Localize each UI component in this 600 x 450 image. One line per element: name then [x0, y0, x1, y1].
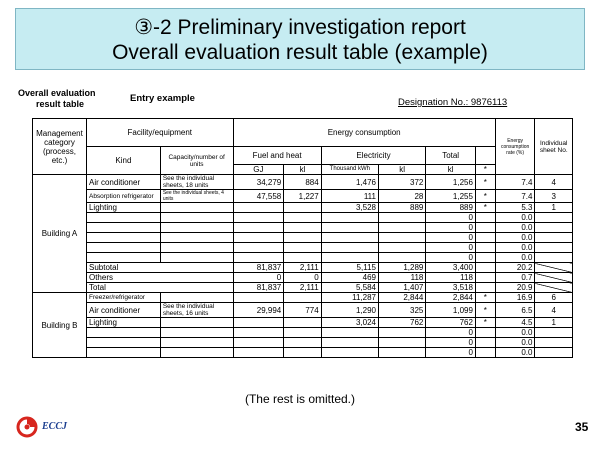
cell-kl-total: 0 [426, 348, 476, 358]
header-kl-elec: kl [378, 165, 425, 175]
cell-kl-total: 2,844 [426, 293, 476, 303]
cell-gj [233, 233, 284, 243]
cell-kl-total: 762 [426, 318, 476, 328]
overall-label-line2: result table [36, 99, 85, 109]
cell-kl-elec [378, 328, 425, 338]
cell-kl-fuel [284, 253, 321, 263]
cell-rate: 0.0 [495, 328, 535, 338]
cell-sheet [535, 328, 573, 338]
cell-kl-total: 889 [426, 203, 476, 213]
table-row [33, 213, 573, 223]
cell-subtotal-label: Subtotal [86, 263, 233, 273]
cell-rate: 0.0 [495, 348, 535, 358]
cell-kl-fuel [284, 213, 321, 223]
cell-kl-fuel [284, 318, 321, 328]
cell-kind: Lighting [86, 203, 160, 213]
cell-sheet: 1 [535, 203, 573, 213]
header-capacity: Capacity/number of units [160, 147, 233, 175]
cell-sheet: 1 [535, 318, 573, 328]
table-row [33, 338, 573, 348]
table-row [33, 233, 573, 243]
cell-kl-total: 0 [426, 328, 476, 338]
cell-kwh [321, 348, 378, 358]
cell-sheet [535, 213, 573, 223]
cell-kind [86, 243, 160, 253]
cell-kl-elec: 2,844 [378, 293, 425, 303]
cell-kind: Freezer/refrigerator [86, 293, 160, 303]
cell-asterisk-empty [475, 273, 495, 283]
cell-kind [86, 233, 160, 243]
cell-kl-elec: 889 [378, 203, 425, 213]
cell-gj: 0 [233, 273, 284, 283]
eccj-logo-text: ECCJ [42, 421, 68, 432]
designation-number: Designation No.: 9876113 [398, 97, 508, 108]
diagonal-strike-cell [535, 273, 573, 283]
cell-rate: 0.7 [495, 273, 535, 283]
table-row [33, 223, 573, 233]
cell-capacity [160, 223, 233, 233]
cell-sheet: 4 [535, 303, 573, 318]
header-kl-total: kl [426, 165, 476, 175]
cell-gj [233, 348, 284, 358]
building-name: Building B [33, 293, 87, 358]
cell-kwh: 3,528 [321, 203, 378, 213]
slide-title-line1: ③-2 Preliminary investigation report [134, 16, 466, 39]
header-asterisk: * [475, 165, 495, 175]
cell-rate: 0.0 [495, 213, 535, 223]
cell-kl-fuel: 884 [284, 175, 321, 190]
header-electricity: Electricity [321, 147, 426, 165]
cell-kl-elec [378, 348, 425, 358]
cell-kl-fuel: 1,227 [284, 190, 321, 203]
cell-capacity [160, 233, 233, 243]
cell-kind [86, 338, 160, 348]
cell-kwh [321, 328, 378, 338]
omitted-note: (The rest is omitted.) [244, 392, 356, 406]
evaluation-table [32, 118, 573, 358]
cell-kwh [321, 213, 378, 223]
table-row [33, 348, 573, 358]
cell-kl-total: 0 [426, 243, 476, 253]
table-row [33, 293, 573, 303]
cell-rate: 16.9 [495, 293, 535, 303]
cell-kwh: 11,287 [321, 293, 378, 303]
cell-kl-total: 1,099 [426, 303, 476, 318]
cell-kwh: 1,290 [321, 303, 378, 318]
diagonal-strike-cell [535, 263, 573, 273]
cell-sheet [535, 348, 573, 358]
cell-asterisk [475, 338, 495, 348]
cell-kl-elec [378, 233, 425, 243]
header-individual-sheet: Individual sheet No. [535, 119, 573, 175]
cell-kl-elec [378, 338, 425, 348]
cell-kl-fuel [284, 233, 321, 243]
cell-kwh [321, 253, 378, 263]
cell-kl-fuel: 0 [284, 273, 321, 283]
cell-rate: 0.0 [495, 223, 535, 233]
cell-kl-total: 0 [426, 233, 476, 243]
cell-kwh [321, 243, 378, 253]
header-thousand-kwh: Thousand kWh [321, 165, 378, 175]
cell-rate: 7.4 [495, 175, 535, 190]
cell-kwh: 469 [321, 273, 378, 283]
header-asterisk-top [475, 147, 495, 165]
table-row-subtotal [33, 263, 573, 273]
cell-kind [86, 253, 160, 263]
cell-asterisk [475, 328, 495, 338]
table-row [33, 203, 573, 213]
cell-total-label: Total [86, 283, 233, 293]
cell-rate: 0.0 [495, 338, 535, 348]
cell-gj: 29,994 [233, 303, 284, 318]
cell-capacity [160, 253, 233, 263]
cell-asterisk [475, 253, 495, 263]
header-kind: Kind [86, 147, 160, 175]
cell-asterisk [475, 213, 495, 223]
cell-sheet: 4 [535, 175, 573, 190]
cell-kl-fuel [284, 338, 321, 348]
cell-asterisk: * [475, 175, 495, 190]
cell-kl-elec: 118 [378, 273, 425, 283]
cell-kind [86, 348, 160, 358]
cell-rate: 6.5 [495, 303, 535, 318]
table-row [33, 328, 573, 338]
header-energy-rate: Energy consumption rate (%) [495, 119, 535, 175]
cell-sheet [535, 338, 573, 348]
cell-sheet [535, 253, 573, 263]
cell-kl-fuel [284, 293, 321, 303]
cell-kl-elec: 325 [378, 303, 425, 318]
cell-kl-total: 0 [426, 338, 476, 348]
cell-capacity: See the individual sheets, 16 units [160, 303, 233, 318]
cell-capacity [160, 293, 233, 303]
eccj-logo-icon [16, 416, 38, 438]
cell-rate: 7.4 [495, 190, 535, 203]
cell-gj [233, 203, 284, 213]
cell-kl-fuel [284, 223, 321, 233]
cell-gj [233, 293, 284, 303]
cell-capacity [160, 243, 233, 253]
cell-sheet [535, 243, 573, 253]
cell-kind [86, 223, 160, 233]
cell-capacity [160, 213, 233, 223]
cell-kl-total: 0 [426, 223, 476, 233]
cell-kwh: 5,115 [321, 263, 378, 273]
cell-gj [233, 318, 284, 328]
cell-rate: 20.9 [495, 283, 535, 293]
diagonal-strike-cell [535, 283, 573, 293]
table-row-total [33, 283, 573, 293]
cell-rate: 5.3 [495, 203, 535, 213]
cell-sheet: 3 [535, 190, 573, 203]
header-energy-consumption: Energy consumption [233, 119, 495, 147]
cell-asterisk: * [475, 190, 495, 203]
cell-kl-elec: 762 [378, 318, 425, 328]
cell-kl-elec [378, 223, 425, 233]
cell-kl-fuel: 774 [284, 303, 321, 318]
cell-gj [233, 213, 284, 223]
cell-kwh [321, 338, 378, 348]
cell-kl-fuel [284, 328, 321, 338]
cell-kwh [321, 233, 378, 243]
cell-kl-total: 0 [426, 213, 476, 223]
cell-kl-fuel [284, 203, 321, 213]
header-total: Total [426, 147, 476, 165]
cell-capacity: See the individual sheets, 18 units [160, 175, 233, 190]
cell-kl-elec: 1,407 [378, 283, 425, 293]
cell-rate: 0.0 [495, 233, 535, 243]
cell-kl-elec: 372 [378, 175, 425, 190]
cell-capacity [160, 318, 233, 328]
cell-gj [233, 338, 284, 348]
cell-kind: Air conditioner [86, 175, 160, 190]
header-facility-equipment: Facility/equipment [86, 119, 233, 147]
table-row-others [33, 273, 573, 283]
cell-asterisk [475, 243, 495, 253]
cell-asterisk: * [475, 303, 495, 318]
table-row [33, 253, 573, 263]
cell-capacity [160, 338, 233, 348]
cell-kl-total: 1,256 [426, 175, 476, 190]
cell-kwh: 5,584 [321, 283, 378, 293]
cell-asterisk-empty [475, 263, 495, 273]
cell-kl-total: 118 [426, 273, 476, 283]
cell-gj [233, 253, 284, 263]
cell-kwh: 1,476 [321, 175, 378, 190]
cell-capacity [160, 203, 233, 213]
cell-others-label: Others [86, 273, 233, 283]
cell-gj: 47,558 [233, 190, 284, 203]
cell-kwh: 3,024 [321, 318, 378, 328]
cell-kl-total: 1,255 [426, 190, 476, 203]
cell-asterisk: * [475, 318, 495, 328]
cell-capacity [160, 328, 233, 338]
cell-gj: 81,837 [233, 263, 284, 273]
page-number: 35 [575, 420, 589, 434]
building-name: Building A [33, 175, 87, 293]
cell-asterisk: * [475, 293, 495, 303]
cell-gj [233, 243, 284, 253]
cell-sheet [535, 233, 573, 243]
cell-capacity: See the individual sheets, 4 units [160, 190, 233, 203]
cell-asterisk [475, 223, 495, 233]
header-management-category: Management category (process, etc.) [33, 119, 87, 175]
cell-kind [86, 213, 160, 223]
cell-kl-fuel [284, 348, 321, 358]
table-row [33, 318, 573, 328]
cell-gj: 81,837 [233, 283, 284, 293]
table-row [33, 190, 573, 203]
cell-kl-elec [378, 243, 425, 253]
cell-kind [86, 328, 160, 338]
cell-rate: 20.2 [495, 263, 535, 273]
cell-asterisk [475, 233, 495, 243]
cell-kl-fuel: 2,111 [284, 283, 321, 293]
header-kl-fuel: kl [284, 165, 321, 175]
table-row [33, 243, 573, 253]
cell-kl-fuel [284, 243, 321, 253]
cell-kind: Absorption refrigerator [86, 190, 160, 203]
cell-kl-total: 3,518 [426, 283, 476, 293]
cell-gj [233, 223, 284, 233]
header-gj: GJ [233, 165, 284, 175]
slide-title [15, 8, 585, 70]
cell-kl-total: 3,400 [426, 263, 476, 273]
cell-rate: 0.0 [495, 253, 535, 263]
cell-capacity [160, 348, 233, 358]
header-fuel-heat: Fuel and heat [233, 147, 321, 165]
cell-asterisk: * [475, 203, 495, 213]
cell-asterisk-empty [475, 283, 495, 293]
overall-label-line1: Overall evaluation [18, 88, 96, 98]
cell-gj: 34,279 [233, 175, 284, 190]
cell-asterisk [475, 348, 495, 358]
slide-title-line2: Overall evaluation result table (example) [112, 41, 488, 64]
table-row [33, 303, 573, 318]
cell-kind: Lighting [86, 318, 160, 328]
cell-kl-elec: 1,289 [378, 263, 425, 273]
entry-example-label: Entry example [130, 93, 195, 104]
cell-sheet: 6 [535, 293, 573, 303]
cell-kl-elec [378, 253, 425, 263]
cell-kl-fuel: 2,111 [284, 263, 321, 273]
cell-sheet [535, 223, 573, 233]
cell-kl-elec [378, 213, 425, 223]
cell-kwh [321, 223, 378, 233]
cell-rate: 0.0 [495, 243, 535, 253]
table-row [33, 175, 573, 190]
cell-rate: 4.5 [495, 318, 535, 328]
cell-kwh: 111 [321, 190, 378, 203]
cell-kl-total: 0 [426, 253, 476, 263]
cell-kind: Air conditioner [86, 303, 160, 318]
cell-gj [233, 328, 284, 338]
cell-kl-elec: 28 [378, 190, 425, 203]
